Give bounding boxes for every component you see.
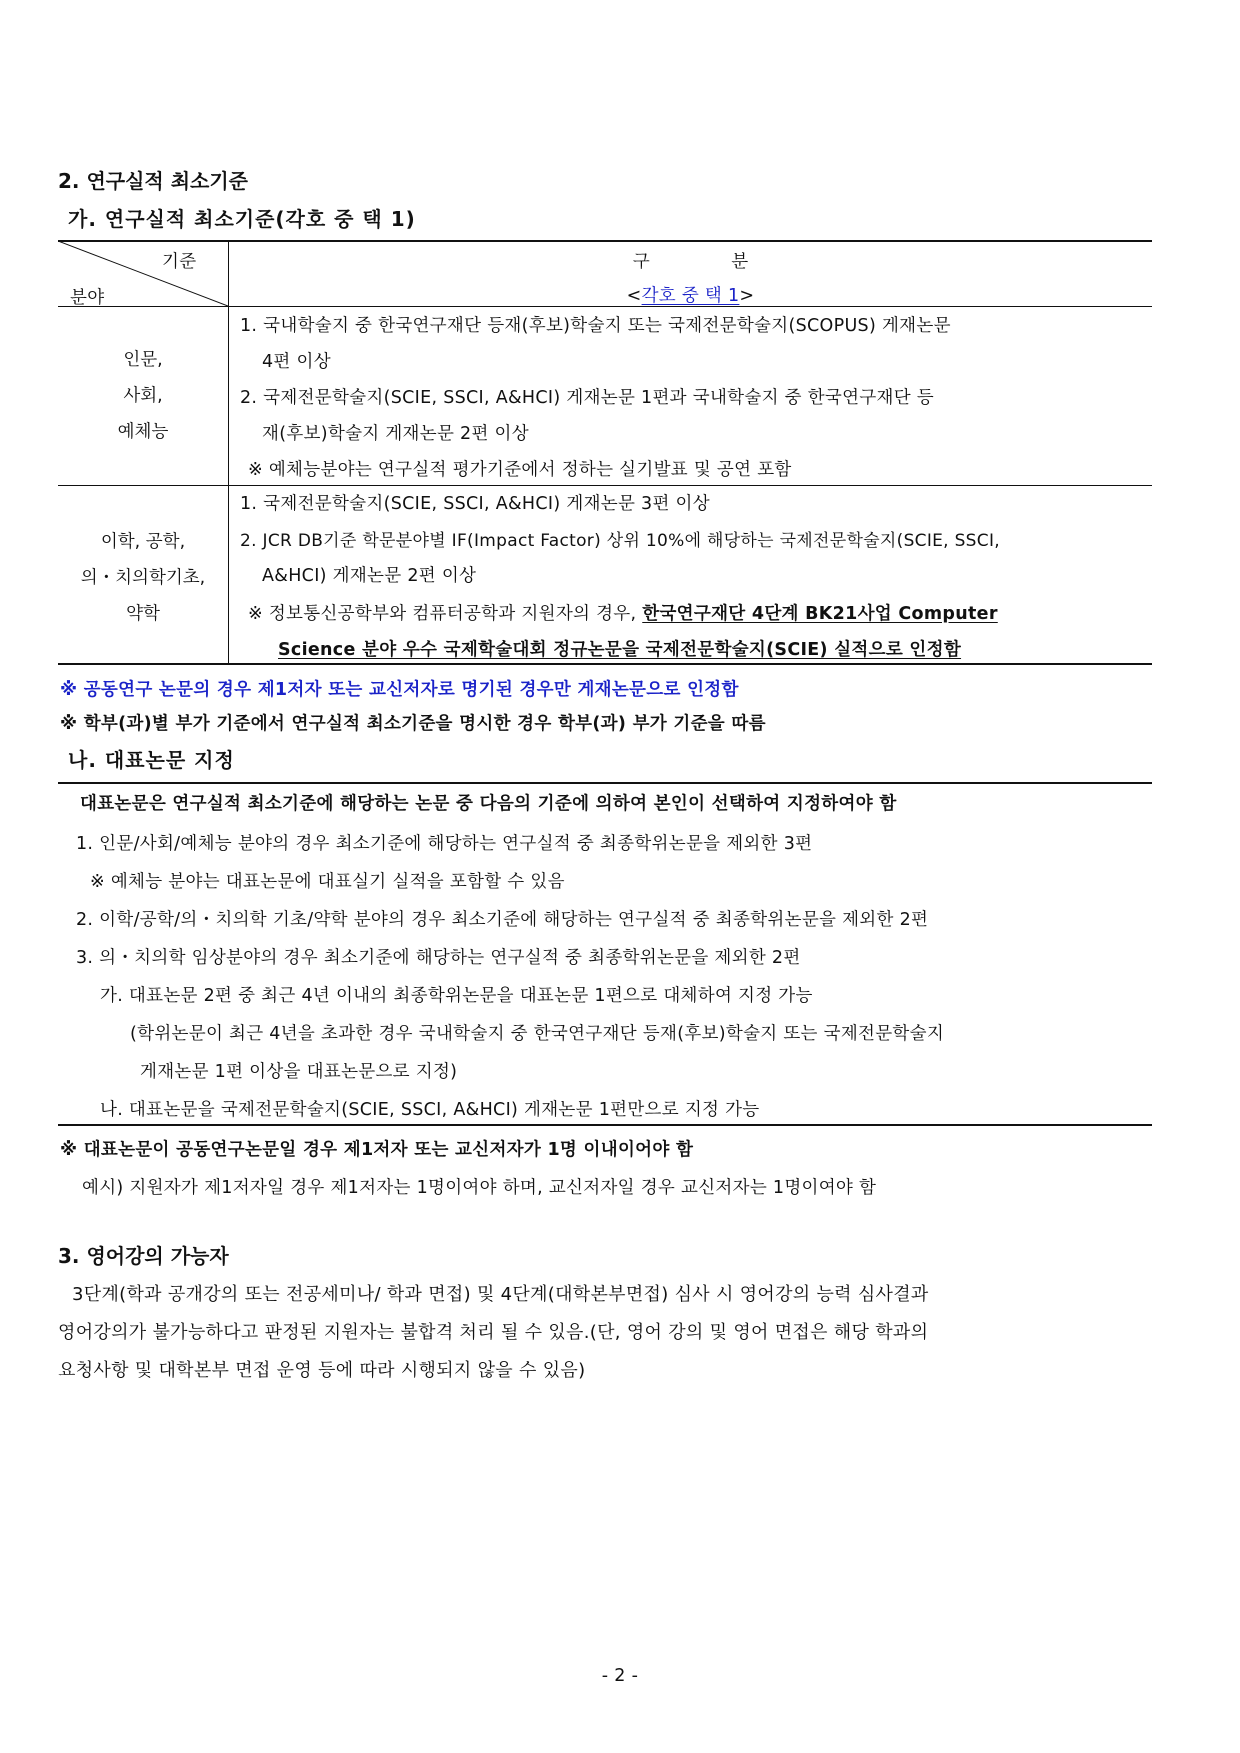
row1-item: 재(후보)학술지 게재논문 2편 이상 [262, 424, 529, 444]
box-heading: 대표논문은 연구실적 최소기준에 해당하는 논문 중 다음의 기준에 의하여 본인이 선택하여 지정하여야 함 [80, 794, 897, 814]
table-row-rule [58, 485, 1152, 486]
header-choice-text: 각호 중 택 1 [641, 286, 740, 306]
row1-note: ※ 예체능분야는 연구실적 평가기준에서 정하는 실기발표 및 공연 포함 [248, 460, 792, 480]
row1-item: 4편 이상 [262, 352, 331, 372]
box-line: 3. 의・치의학 임상분야의 경우 최소기준에 해당하는 연구실적 중 최종학위논문을 제외한 2편 [76, 948, 801, 968]
box-line: 게재논문 1편 이상을 대표논문으로 지정) [140, 1062, 458, 1082]
box-line: ※ 예체능 분야는 대표논문에 대표실기 실적을 포함할 수 있음 [90, 872, 565, 892]
table-row-field-humanities [58, 342, 228, 450]
section-3-title: 3. 영어강의 가능자 [58, 1244, 229, 1268]
row2-note [248, 600, 998, 625]
subsection-a-title: 가. 연구실적 최소기준(각호 중 택 1) [68, 207, 416, 231]
box-top-rule [58, 782, 1152, 784]
field-line: 예체능 [117, 422, 169, 442]
header-field: 분야 [70, 288, 105, 308]
table-bottom-rule [58, 663, 1152, 665]
section-3-line: 3단계(학과 공개강의 또는 전공세미나/ 학과 면접) 및 4단계(대학본부면접) 심사 시 영어강의 능력 심사결과 [72, 1284, 929, 1305]
header-category: 구 분 [632, 252, 787, 272]
field-line: 사회, [123, 386, 163, 406]
header-choice-suffix: > [739, 286, 755, 306]
subsection-b-title: 나. 대표논문 지정 [68, 748, 235, 772]
header-choice [229, 282, 1152, 307]
field-line: 인문, [123, 350, 163, 370]
row2-item: 1. 국제전문학술지(SCIE, SSCI, A&HCI) 게재논문 3편 이상 [240, 494, 710, 514]
header-criteria: 기준 [162, 252, 197, 272]
box-bottom-rule [58, 1124, 1152, 1126]
note-department: ※ 학부(과)별 부가 기준에서 연구실적 최소기준을 명시한 경우 학부(과) 부가 기준을 따름 [60, 714, 766, 734]
box-line: 2. 이학/공학/의・치의학 기초/약학 분야의 경우 최소기준에 해당하는 연구실적 중 최종학위논문을 제외한 2편 [76, 910, 929, 930]
section-3-line: 영어강의가 불가능하다고 판정된 지원자는 불합격 처리 될 수 있음.(단, 영어 강의 및 영어 면접은 해당 학과의 [58, 1322, 929, 1343]
row1-item: 1. 국내학술지 중 한국연구재단 등재(후보)학술지 또는 국제전문학술지(SCOPUS) 게재논문 [240, 316, 951, 336]
row2-item: A&HCI) 게재논문 2편 이상 [262, 566, 477, 586]
box-line: 나. 대표논문을 국제전문학술지(SCIE, SSCI, A&HCI) 게재논문 1편만으로 지정 가능 [100, 1100, 760, 1120]
field-line: 의・치의학기초, [80, 568, 206, 588]
note-coauthor: ※ 공동연구 논문의 경우 제1저자 또는 교신저자로 명기된 경우만 게재논문으로 인정함 [60, 680, 739, 700]
page-number: - 2 - [601, 1666, 639, 1686]
note-example: 예시) 지원자가 제1저자일 경우 제1저자는 1명이여야 하며, 교신저자일 경우 교신저자는 1명이여야 함 [82, 1178, 877, 1198]
section-2-title: 2. 연구실적 최소기준 [58, 169, 248, 193]
box-line: 가. 대표논문 2편 중 최근 4년 이내의 최종학위논문을 대표논문 1편으로 대체하여 지정 가능 [100, 986, 813, 1006]
row2-note-emphasis: 한국연구재단 4단계 BK21사업 Computer [642, 604, 998, 624]
row2-note-emphasis-cont: Science 분야 우수 국제학술대회 정규논문을 국제전문학술지(SCIE) 실적으로 인정함 [278, 640, 962, 660]
section-3-line: 요청사항 및 대학본부 면접 운영 등에 따라 시행되지 않을 수 있음) [58, 1360, 586, 1381]
box-line: (학위논문이 최근 4년을 초과한 경우 국내학술지 중 한국연구재단 등재(후보)학술지 또는 국제전문학술지 [130, 1024, 945, 1044]
table-row-field-sciences [58, 524, 228, 632]
field-line: 이학, 공학, [100, 532, 186, 552]
box-line: 1. 인문/사회/예체능 분야의 경우 최소기준에 해당하는 연구실적 중 최종학위논문을 제외한 3편 [76, 834, 813, 854]
row2-note-text: ※ 정보통신공학부와 컴퓨터공학과 지원자의 경우, [248, 604, 643, 624]
header-choice-prefix: < [626, 286, 642, 306]
note-representative: ※ 대표논문이 공동연구논문일 경우 제1저자 또는 교신저자가 1명 이내이어야 함 [60, 1140, 694, 1160]
row1-item: 2. 국제전문학술지(SCIE, SSCI, A&HCI) 게재논문 1편과 국내학술지 중 한국연구재단 등 [240, 388, 935, 408]
field-line: 약학 [126, 604, 160, 624]
row2-item: 2. JCR DB기준 학문분야별 IF(Impact Factor) 상위 10%에 해당하는 국제전문학술지(SCIE, SSCI, [240, 531, 1000, 551]
